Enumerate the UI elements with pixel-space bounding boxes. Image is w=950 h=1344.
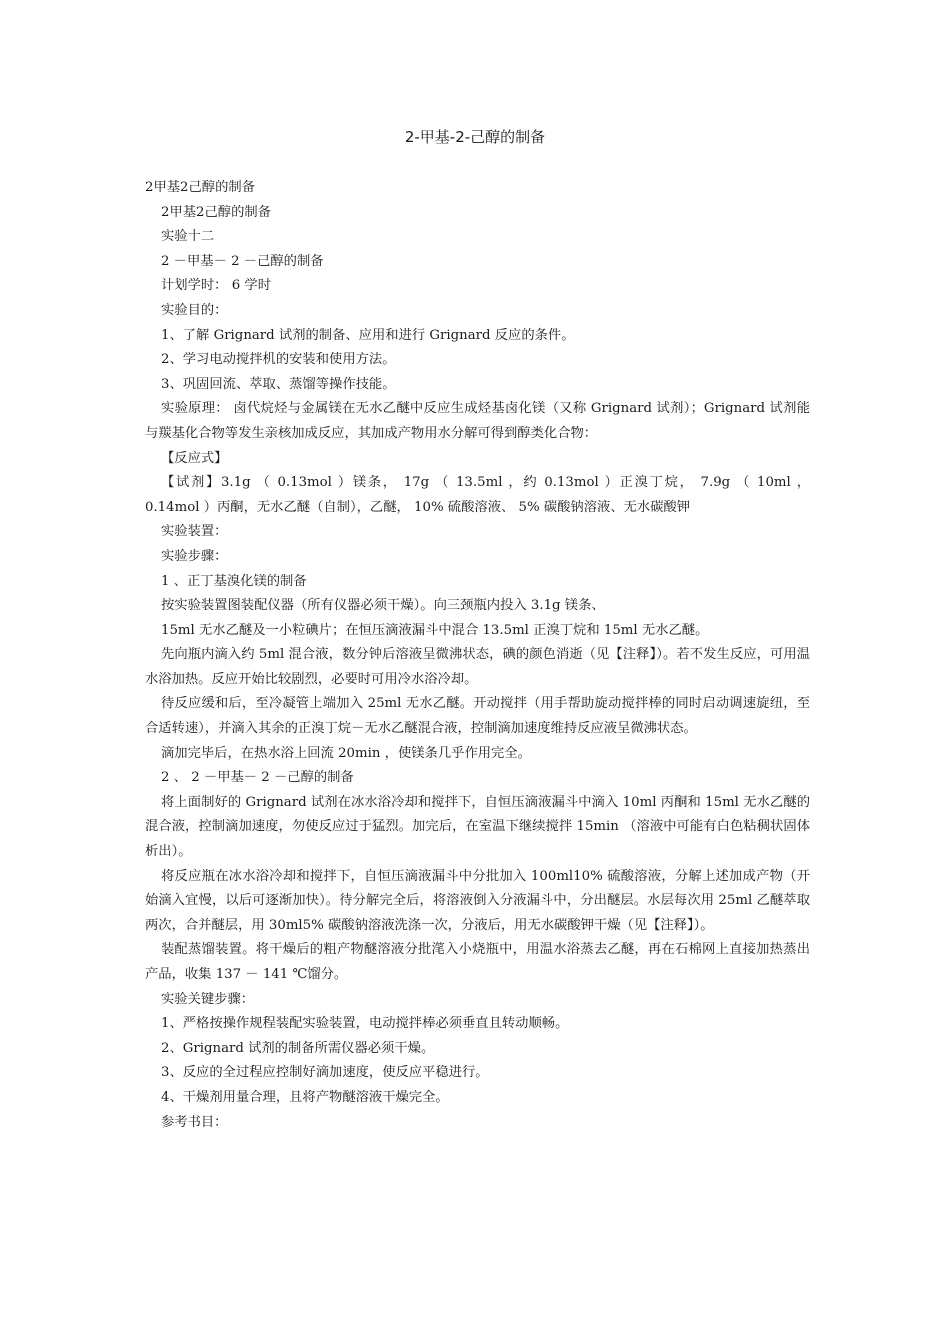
procedure-paragraph: 装配蒸馏装置。将干燥后的粗产物醚溶液分批滗入小烧瓶中，用温水浴蒸去乙醚，再在石棉网上直接加热蒸出产品，收集 137 － 141 ℃馏分。: [145, 942, 810, 982]
principle-paragraph: 实验原理： 卤代烷烃与金属镁在无水乙醚中反应生成烃基卤化镁（又称 Grignard 试剂）；Grignard 试剂能与羰基化合物等发生亲核加成反应，其加成产物用水分解可得到醇类化合物：: [145, 401, 810, 441]
section-key-steps: 实验关键步骤：: [161, 991, 255, 1007]
section-procedure: 实验步骤：: [161, 548, 228, 564]
doc-subheading: 2甲基2己醇的制备: [161, 204, 271, 220]
experiment-number: 实验十二: [161, 229, 215, 245]
procedure-paragraph: 将上面制好的 Grignard 试剂在冰水浴冷却和搅拌下，自恒压滴液漏斗中滴入 10ml 丙酮和 15ml 无水乙醚的混合液，控制滴加速度，勿使反应过于猛烈。加完后，在室温下继续搅拌 15min （溶液中可能有白色粘稠状固体析出）。: [145, 794, 810, 860]
key-step-item: 1、严格按操作规程装配实验装置，电动搅拌棒必须垂直且转动顺畅。: [161, 1016, 569, 1032]
purpose-item: 1、了解 Grignard 试剂的制备、应用和进行 Grignard 反应的条件。: [161, 327, 575, 343]
section-purpose: 实验目的：: [161, 302, 228, 318]
procedure-paragraph: 先向瓶内滴入约 5ml 混合液，数分钟后溶液呈微沸状态，碘的颜色消逝（见【注释】）。若不发生反应，可用温水浴加热。反应开始比较剧烈，必要时可用冷水浴冷却。: [145, 647, 810, 687]
key-step-item: 4、干燥剂用量合理，且将产物醚溶液干燥完全。: [161, 1089, 449, 1105]
step-heading: 1 、正丁基溴化镁的制备: [161, 573, 307, 589]
key-step-item: 2、Grignard 试剂的制备所需仪器必须干燥。: [161, 1040, 435, 1056]
step-heading: 2 、 2 －甲基－ 2 －己醇的制备: [161, 770, 354, 786]
procedure-line: 15ml 无水乙醚及一小粒碘片；在恒压滴液漏斗中混合 13.5ml 正溴丁烷和 15ml 无水乙醚。: [161, 622, 709, 638]
procedure-paragraph: 将反应瓶在冰水浴冷却和搅拌下，自恒压滴液漏斗中分批加入 100ml10% 硫酸溶液，分解上述加成产物（开始滴入宜慢，以后可逐渐加快）。待分解完全后，将溶液倒入分液漏斗中，分出醚层。水层每次用 25ml 乙醚萃取两次，合并醚层，用 30ml5% 碳酸钠溶液洗涤一次，分液后，用无水碳酸钾干燥（见【注释】）。: [145, 868, 810, 933]
page-title: 2-甲基-2-己醇的制备: [404, 128, 546, 146]
purpose-item: 2、学习电动搅拌机的安装和使用方法。: [161, 352, 396, 368]
key-step-item: 3、反应的全过程应控制好滴加速度，使反应平稳进行。: [161, 1065, 489, 1081]
procedure-line: 滴加完毕后，在热水浴上回流 20min ，使镁条几乎作用完全。: [161, 745, 531, 761]
section-references: 参考书目：: [161, 1114, 228, 1130]
doc-heading: 2甲基2己醇的制备: [145, 180, 255, 195]
experiment-title: 2 －甲基－ 2 －己醇的制备: [161, 253, 324, 269]
planned-hours: 计划学时： 6 学时: [161, 278, 271, 294]
procedure-paragraph: 待反应缓和后，至冷凝管上端加入 25ml 无水乙醚。开动搅拌（用手帮助旋动搅拌棒的同时启动调速旋纽，至合适转速），并滴入其余的正溴丁烷－无水乙醚混合液，控制滴加速度维持反应液呈微沸状态。: [145, 696, 810, 737]
reaction-heading: 【反应式】: [161, 450, 228, 466]
section-apparatus: 实验装置：: [161, 524, 228, 540]
document-body: [145, 176, 810, 1135]
purpose-item: 3、巩固回流、萃取、蒸馏等操作技能。: [161, 376, 396, 392]
reagents-paragraph: 【试剂】3.1g （ 0.13mol ）镁条， 17g （ 13.5ml ，约 0.13mol ）正溴丁烷， 7.9g （ 10ml ， 0.14mol ）丙酮，无水乙醚（自制），乙醚， 10% 硫酸溶液、 5% 碳酸钠溶液、无水碳酸钾: [145, 475, 810, 515]
procedure-line: 按实验装置图装配仪器（所有仪器必须干燥）。向三颈瓶内投入 3.1g 镁条、: [161, 598, 605, 614]
